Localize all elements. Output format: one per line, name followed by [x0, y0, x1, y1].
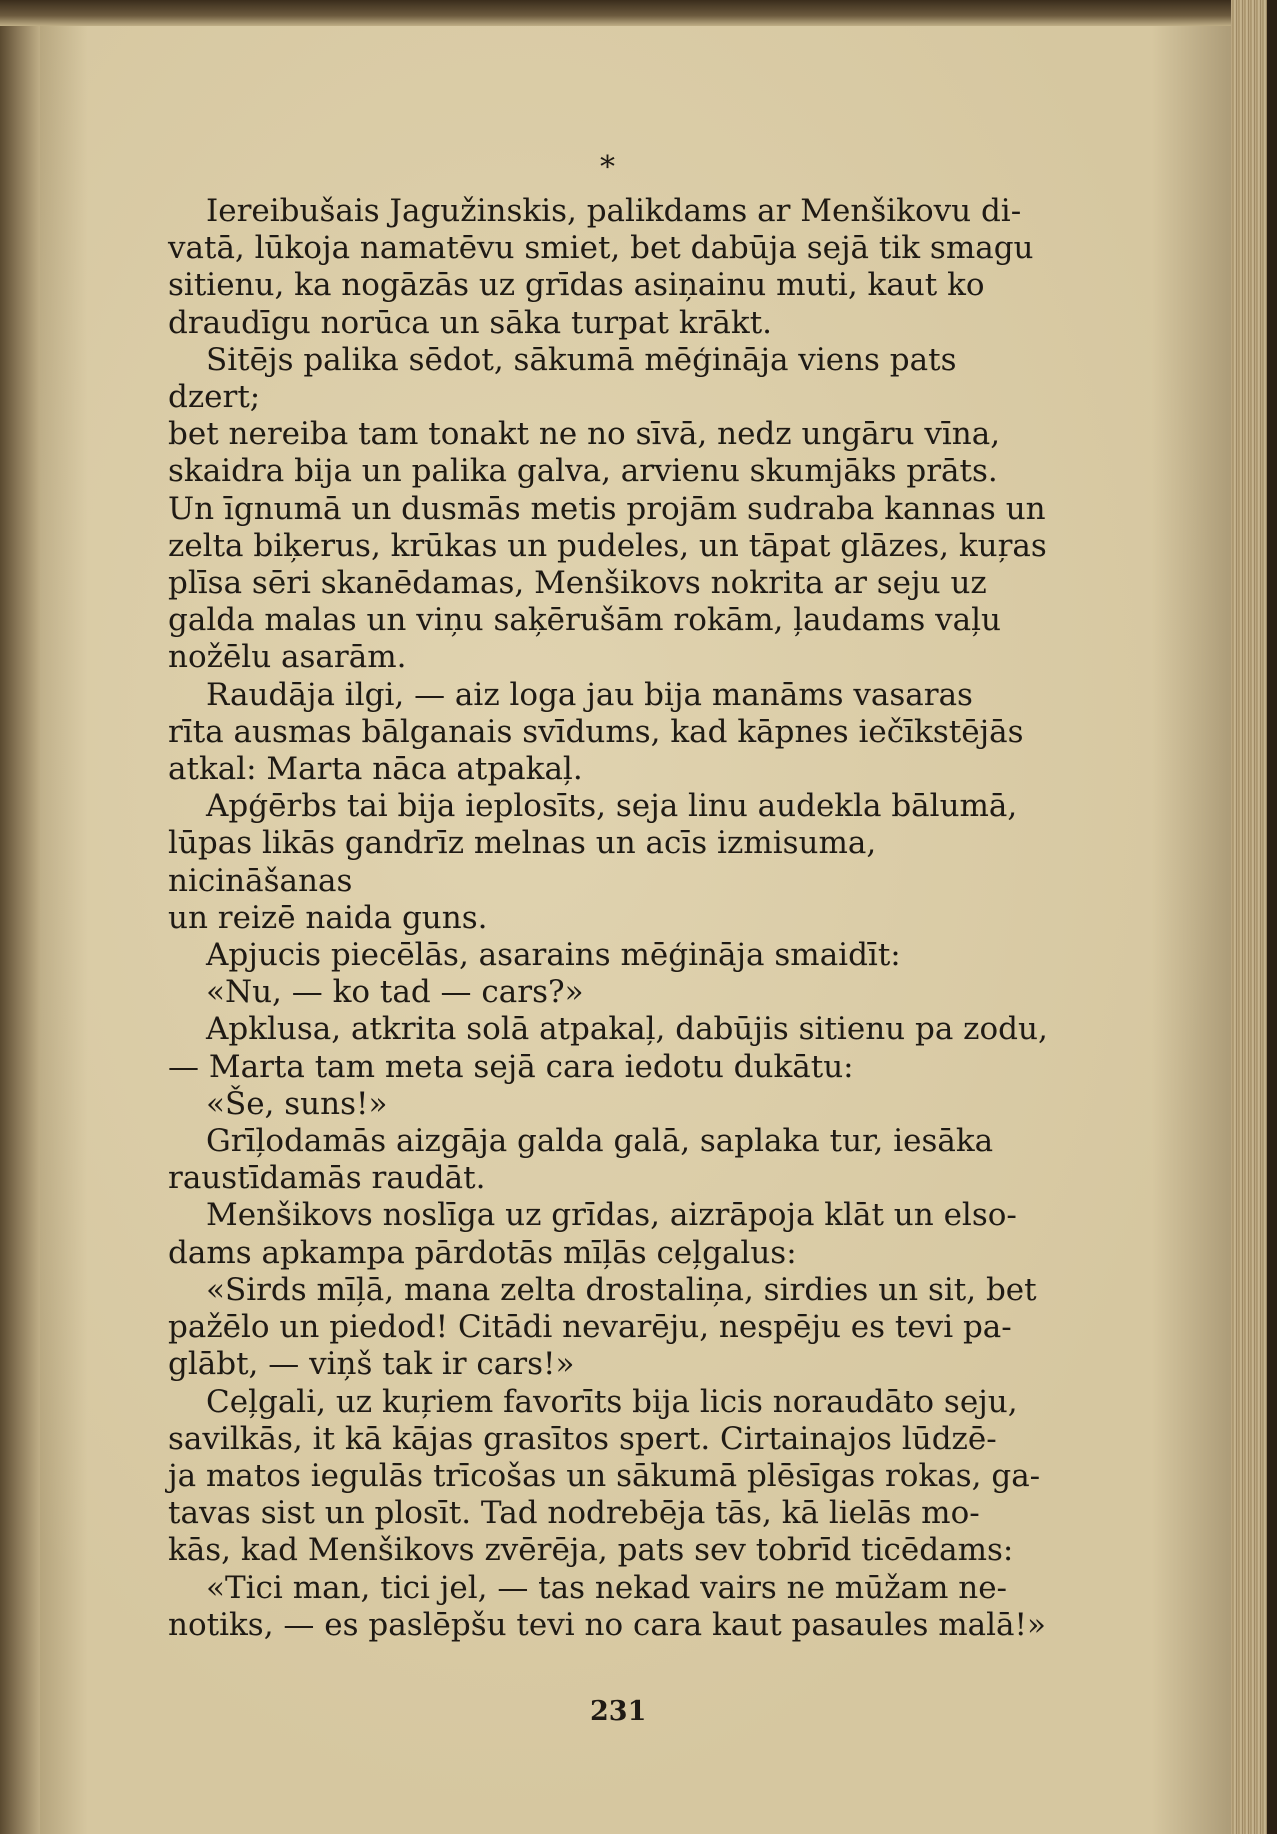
- paragraph-4: Apģērbs tai bija ieplosīts, seja linu audekla bālumā, lūpas likās gandrīz melnas un acīs izmisuma, nicināšanas un reizē naida guns.: [168, 788, 1018, 936]
- page-top-edge: [0, 0, 1277, 26]
- page-gutter-left: [0, 0, 44, 1834]
- paragraph-11: «Sirds mīļā, mana zelta drostaliņa, sirdies un sit, bet pažēlo un piedod! Citādi nevarēju, nespēju es tevi pa- glābt, — viņš tak ir cars!»: [168, 1271, 1037, 1383]
- cover-edge: [1267, 0, 1277, 1834]
- paragraph-3: Raudāja ilgi, — aiz loga jau bija manāms vasaras rīta ausmas bālganais svīdums, kad kāpnes iečīkstējās atkal: Marta nāca atpakaļ.: [168, 676, 1024, 788]
- paragraph-13: «Tici man, tici jel, — tas nekad vairs ne mūžam ne- notiks, — es paslēpšu tevi no cara kaut pasaules malā!»: [168, 1569, 1046, 1643]
- page-number: 231: [590, 1696, 647, 1727]
- paragraph-1: Iereibušais Jagužinskis, palikdams ar Menšikovu di- vatā, lūkoja namatēvu smiet, bet dabūja sejā tik smagu sitienu, ka nogāzās uz grīdas asiņainu muti, kaut ko draudīgu norūca un sāka turpat krākt.: [168, 193, 1034, 341]
- paragraph-12: Ceļgali, uz kuŗiem favorīts bija licis noraudāto seju, savilkās, it kā kājas grasītos spert. Cirtainajos lūdzē- ja matos iegulās trīcošas un sākumā plēsīgas rokas, ga- tavas sist un plosīt. Tad nodrebēja tās, kā lielās mo- kās, kad Menšikovs zvērēja, pats sev tobrīd ticēdams:: [168, 1383, 1041, 1569]
- paragraph-9: Grīļodamās aizgāja galda galā, saplaka tur, iesāka raustīdamās raudāt.: [168, 1123, 994, 1197]
- section-separator: *: [600, 150, 615, 185]
- paragraph-5: Apjucis piecēlās, asarains mēģināja smaidīt:: [206, 937, 901, 974]
- paragraph-2: Sitējs palika sēdot, sākumā mēģināja viens pats dzert; bet nereiba tam tonakt ne no sīvā, nedz ungāru vīna, skaidra bija un palika galva, arvienu skumjāks prāts. Un īgnumā un dusmās metis projām sudraba kannas un zelta biķerus, krūkas un pudeles, un tāpat glāzes, kuŗas plīsa sēri skanēdamas, Menšikovs nokrita ar seju uz galda malas un viņu saķērušām rokām, ļaudams vaļu nožēlu asarām.: [168, 341, 1047, 676]
- body-text: [168, 193, 1058, 1644]
- paragraph-6: «Nu, — ko tad — cars?»: [206, 974, 584, 1011]
- paragraph-10: Menšikovs noslīga uz grīdas, aizrāpoja klāt un elso- dams apkampa pārdotās mīļās ceļgalus:: [168, 1197, 1017, 1271]
- paragraph-8: «Še, suns!»: [206, 1085, 388, 1122]
- paragraph-7: Apklusa, atkrita solā atpakaļ, dabūjis sitienu pa zodu, — Marta tam meta sejā cara iedotu dukātu:: [168, 1011, 1048, 1085]
